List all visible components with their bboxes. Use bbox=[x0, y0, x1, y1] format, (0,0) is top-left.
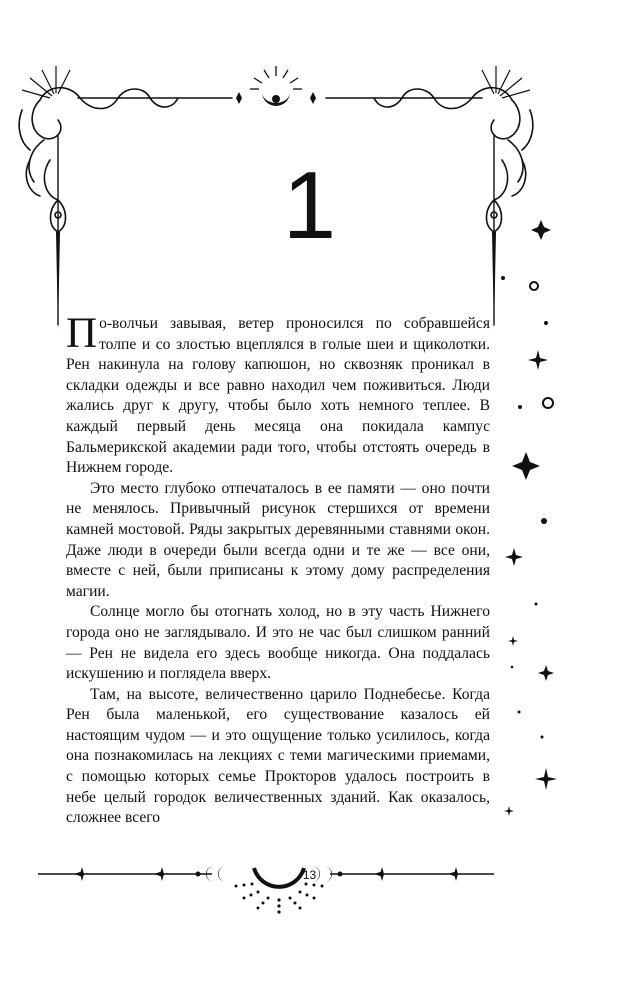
chapter-number: 1 bbox=[282, 152, 337, 259]
paragraph bbox=[66, 310, 490, 479]
page-number: 13 bbox=[302, 868, 317, 882]
paragraph: Это место глубоко отпечаталось в ее памяти — оно почти не менялось. Привычный рисунок стершихся от времени камней мостовой. Ряды закрытых деревянными ставнями окон. Даже люди в очереди были всегда одни и те же — все они, вместе с ней, были приписаны к этому дому распределения магии. bbox=[66, 479, 490, 600]
chapter-body bbox=[66, 310, 490, 829]
paragraph: Там, на высоте, величественно царило Поднебесье. Когда Рен была маленькой, его существование казалось ей настоящим чудом — и это ощущение только усилилось, когда она познакомилась на лекциях с теми магическими приемами, с помощью которых семье Прокторов удалось построить в небе целый городок величественных зданий. Как оказалось, сложнее всего bbox=[66, 685, 490, 827]
sparkle-star-icon bbox=[501, 220, 557, 816]
drop-cap: П bbox=[66, 310, 98, 357]
paragraph-text: о-волчьи завывая, ветер проносился по собравшейся толпе и со злостью вцеплялся в голые шеи и щиколотки. Рен накинула на голову капюшон, но сквозняк проникал в складки одежды и все равно находил чем поживиться. Люди жались друг к другу, чтобы было хоть немного теплее. В каждый первый день месяца она покидала кампус Бальмерикской академии ради того, чтобы отстоять очередь в Нижнем городе. bbox=[66, 315, 490, 477]
paragraph: Солнце могло бы отогнать холод, но в эту часть Нижнего города оно не заглядывало. И это не час был слишком ранний — Рен не видела его здесь вообще никогда. Она поддалась искушению и поглядела вверх. bbox=[66, 603, 490, 683]
sun-moon-crest-icon bbox=[236, 66, 316, 106]
